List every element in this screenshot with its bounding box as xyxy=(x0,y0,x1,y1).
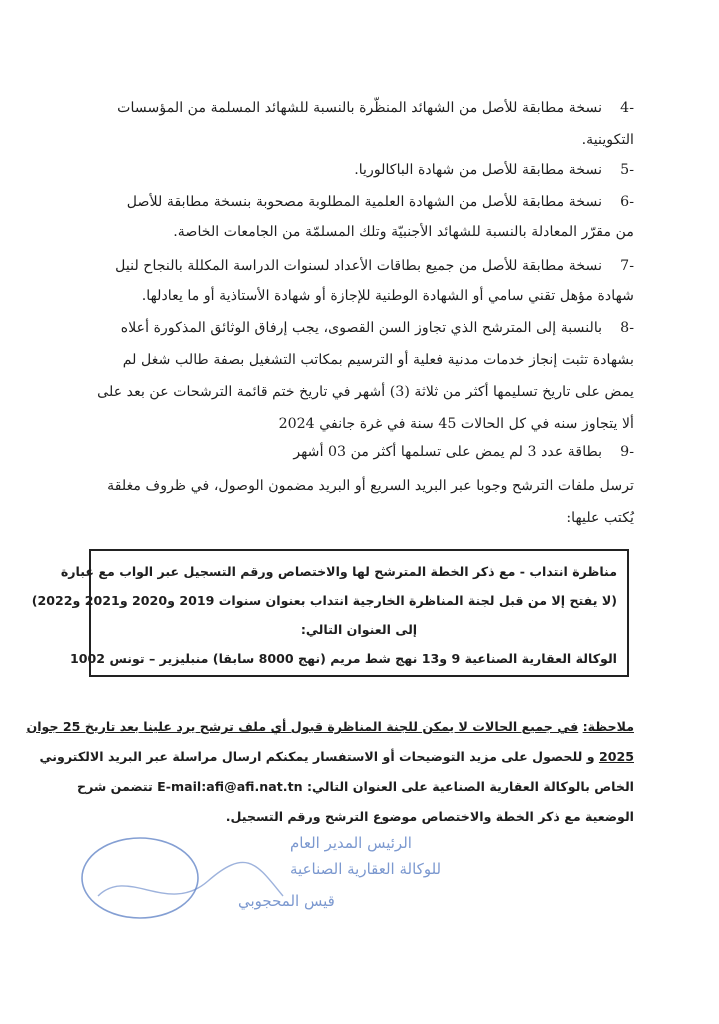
note-text: و للحصول على مزيد التوضيحات أو الاستفسار يمكنكم ارسال مراسلة عبر البريد الالكتروني xyxy=(39,749,595,764)
item-text: بطاقة عدد 3 لم يمض على تسلمها أكثر من 03 أشهر xyxy=(293,444,603,460)
item-text: نسخة مطابقة للأصل من جميع بطاقات الأعداد لسنوات الدراسة المكللة بالنجاح لنيل xyxy=(115,258,603,274)
list-item-6-line-2 xyxy=(92,216,634,248)
list-item-9 xyxy=(92,436,634,468)
item-number: -7 xyxy=(620,258,634,274)
list-item-5 xyxy=(92,154,634,186)
box-line: الوكالة العقارية الصناعية 9 و13 نهج شط مريم (نهج 8000 سابقا) منبليزير – تونس 1002 xyxy=(70,651,617,666)
list-item-8-line-3 xyxy=(92,376,634,408)
list-item-4-line-2 xyxy=(92,124,634,156)
box-line: مناظرة انتداب - مع ذكر الخطة المترشح لها والاختصاص ورقم التسجيل عبر الواب مع عبارة xyxy=(60,564,617,579)
list-item-7-line-1 xyxy=(92,250,634,282)
item-number: -4 xyxy=(620,100,634,116)
note-year: 2025 xyxy=(598,749,634,764)
note-text: الوضعية مع ذكر الخطة والاختصاص موضوع الترشح ورقم التسجيل. xyxy=(225,809,634,824)
item-text: ألا يتجاوز سنه في كل الحالات 45 سنة في غرة جانفي 2024 xyxy=(278,416,634,432)
stamp-graphic xyxy=(58,826,442,926)
list-item-4-line-1 xyxy=(92,92,634,124)
item-text: بالنسبة إلى المترشح الذي تجاوز السن القصوى، يجب إرفاق الوثائق المذكورة أعلاه xyxy=(120,320,603,336)
list-item-8-line-2 xyxy=(92,344,634,376)
official-stamp xyxy=(58,826,442,926)
email-link[interactable]: E-mail:afi@afi.nat.tn xyxy=(157,779,303,794)
item-number: -8 xyxy=(620,320,634,336)
send-text: ترسل ملفات الترشح وجوبا عبر البريد السريع أو البريد مضمون الوصول، في ظروف مغلقة xyxy=(107,478,634,494)
send-instructions-line-2 xyxy=(92,502,634,534)
item-number: -5 xyxy=(620,162,634,178)
item-text: نسخة مطابقة للأصل من الشهادة العلمية المطلوبة مصحوبة بنسخة مطابقة للأصل xyxy=(126,194,603,210)
note-line-2 xyxy=(39,742,634,772)
note-line-3 xyxy=(77,772,634,802)
item-number: -9 xyxy=(620,444,634,460)
note-label: ملاحظة: xyxy=(582,719,634,734)
item-text: بشهادة تثبت إنجاز خدمات مدنية فعلية أو الترسيم بمكاتب التشغيل بصفة طالب شغل لم xyxy=(122,352,634,368)
note-line-1 xyxy=(26,712,634,742)
stamp-line: الرئيس المدير العام xyxy=(290,834,412,852)
item-text: شهادة مؤهل تقني سامي أو الشهادة الوطنية للإجازة أو شهادة الأستاذية أو ما يعادلها. xyxy=(141,288,634,304)
item-number: -6 xyxy=(620,194,634,210)
item-text: نسخة مطابقة للأصل من شهادة الباكالوريا. xyxy=(354,162,603,178)
list-item-7-line-2 xyxy=(92,280,634,312)
send-instructions-line-1 xyxy=(92,470,634,502)
list-item-6-line-1 xyxy=(92,186,634,218)
item-text: التكوينية. xyxy=(581,132,634,148)
item-text: يمض على تاريخ تسليمها أكثر من ثلاثة (3) أشهر في تاريخ ختم قائمة الترشحات عن بعد على xyxy=(97,384,634,400)
note-text: الخاص بالوكالة العقارية الصناعية على العنوان التالي: xyxy=(306,779,634,794)
box-line: (لا يفتح إلا من قبل لجنة المناظرة الخارجية انتداب بعنوان سنوات 2019 و2020 و2021 و2022) xyxy=(31,593,617,608)
box-line: إلى العنوان التالي: xyxy=(300,622,418,637)
stamp-line: للوكالة العقارية الصناعية xyxy=(290,860,442,878)
signature-stroke xyxy=(98,862,283,896)
note-text: في جميع الحالات لا يمكن للجنة المناظرة قبول أي ملف ترشح يرد علينا بعد تاريخ 25 جوان xyxy=(26,719,579,734)
stamp-line: قيس المحجوبي xyxy=(238,892,335,910)
stamp-ellipse xyxy=(82,838,198,918)
note-text: تتضمن شرح xyxy=(77,779,153,794)
item-text: نسخة مطابقة للأصل من الشهائد المنظّرة بالنسبة للشهائد المسلمة من المؤسسات xyxy=(117,100,603,116)
item-text: من مقرّر المعادلة بالنسبة للشهائد الأجنبيّة وتلك المسلمّة من الجامعات الخاصة. xyxy=(173,224,634,240)
send-text: يُكتب عليها: xyxy=(566,510,634,526)
list-item-8-line-1 xyxy=(92,312,634,344)
envelope-label-box xyxy=(31,549,629,677)
